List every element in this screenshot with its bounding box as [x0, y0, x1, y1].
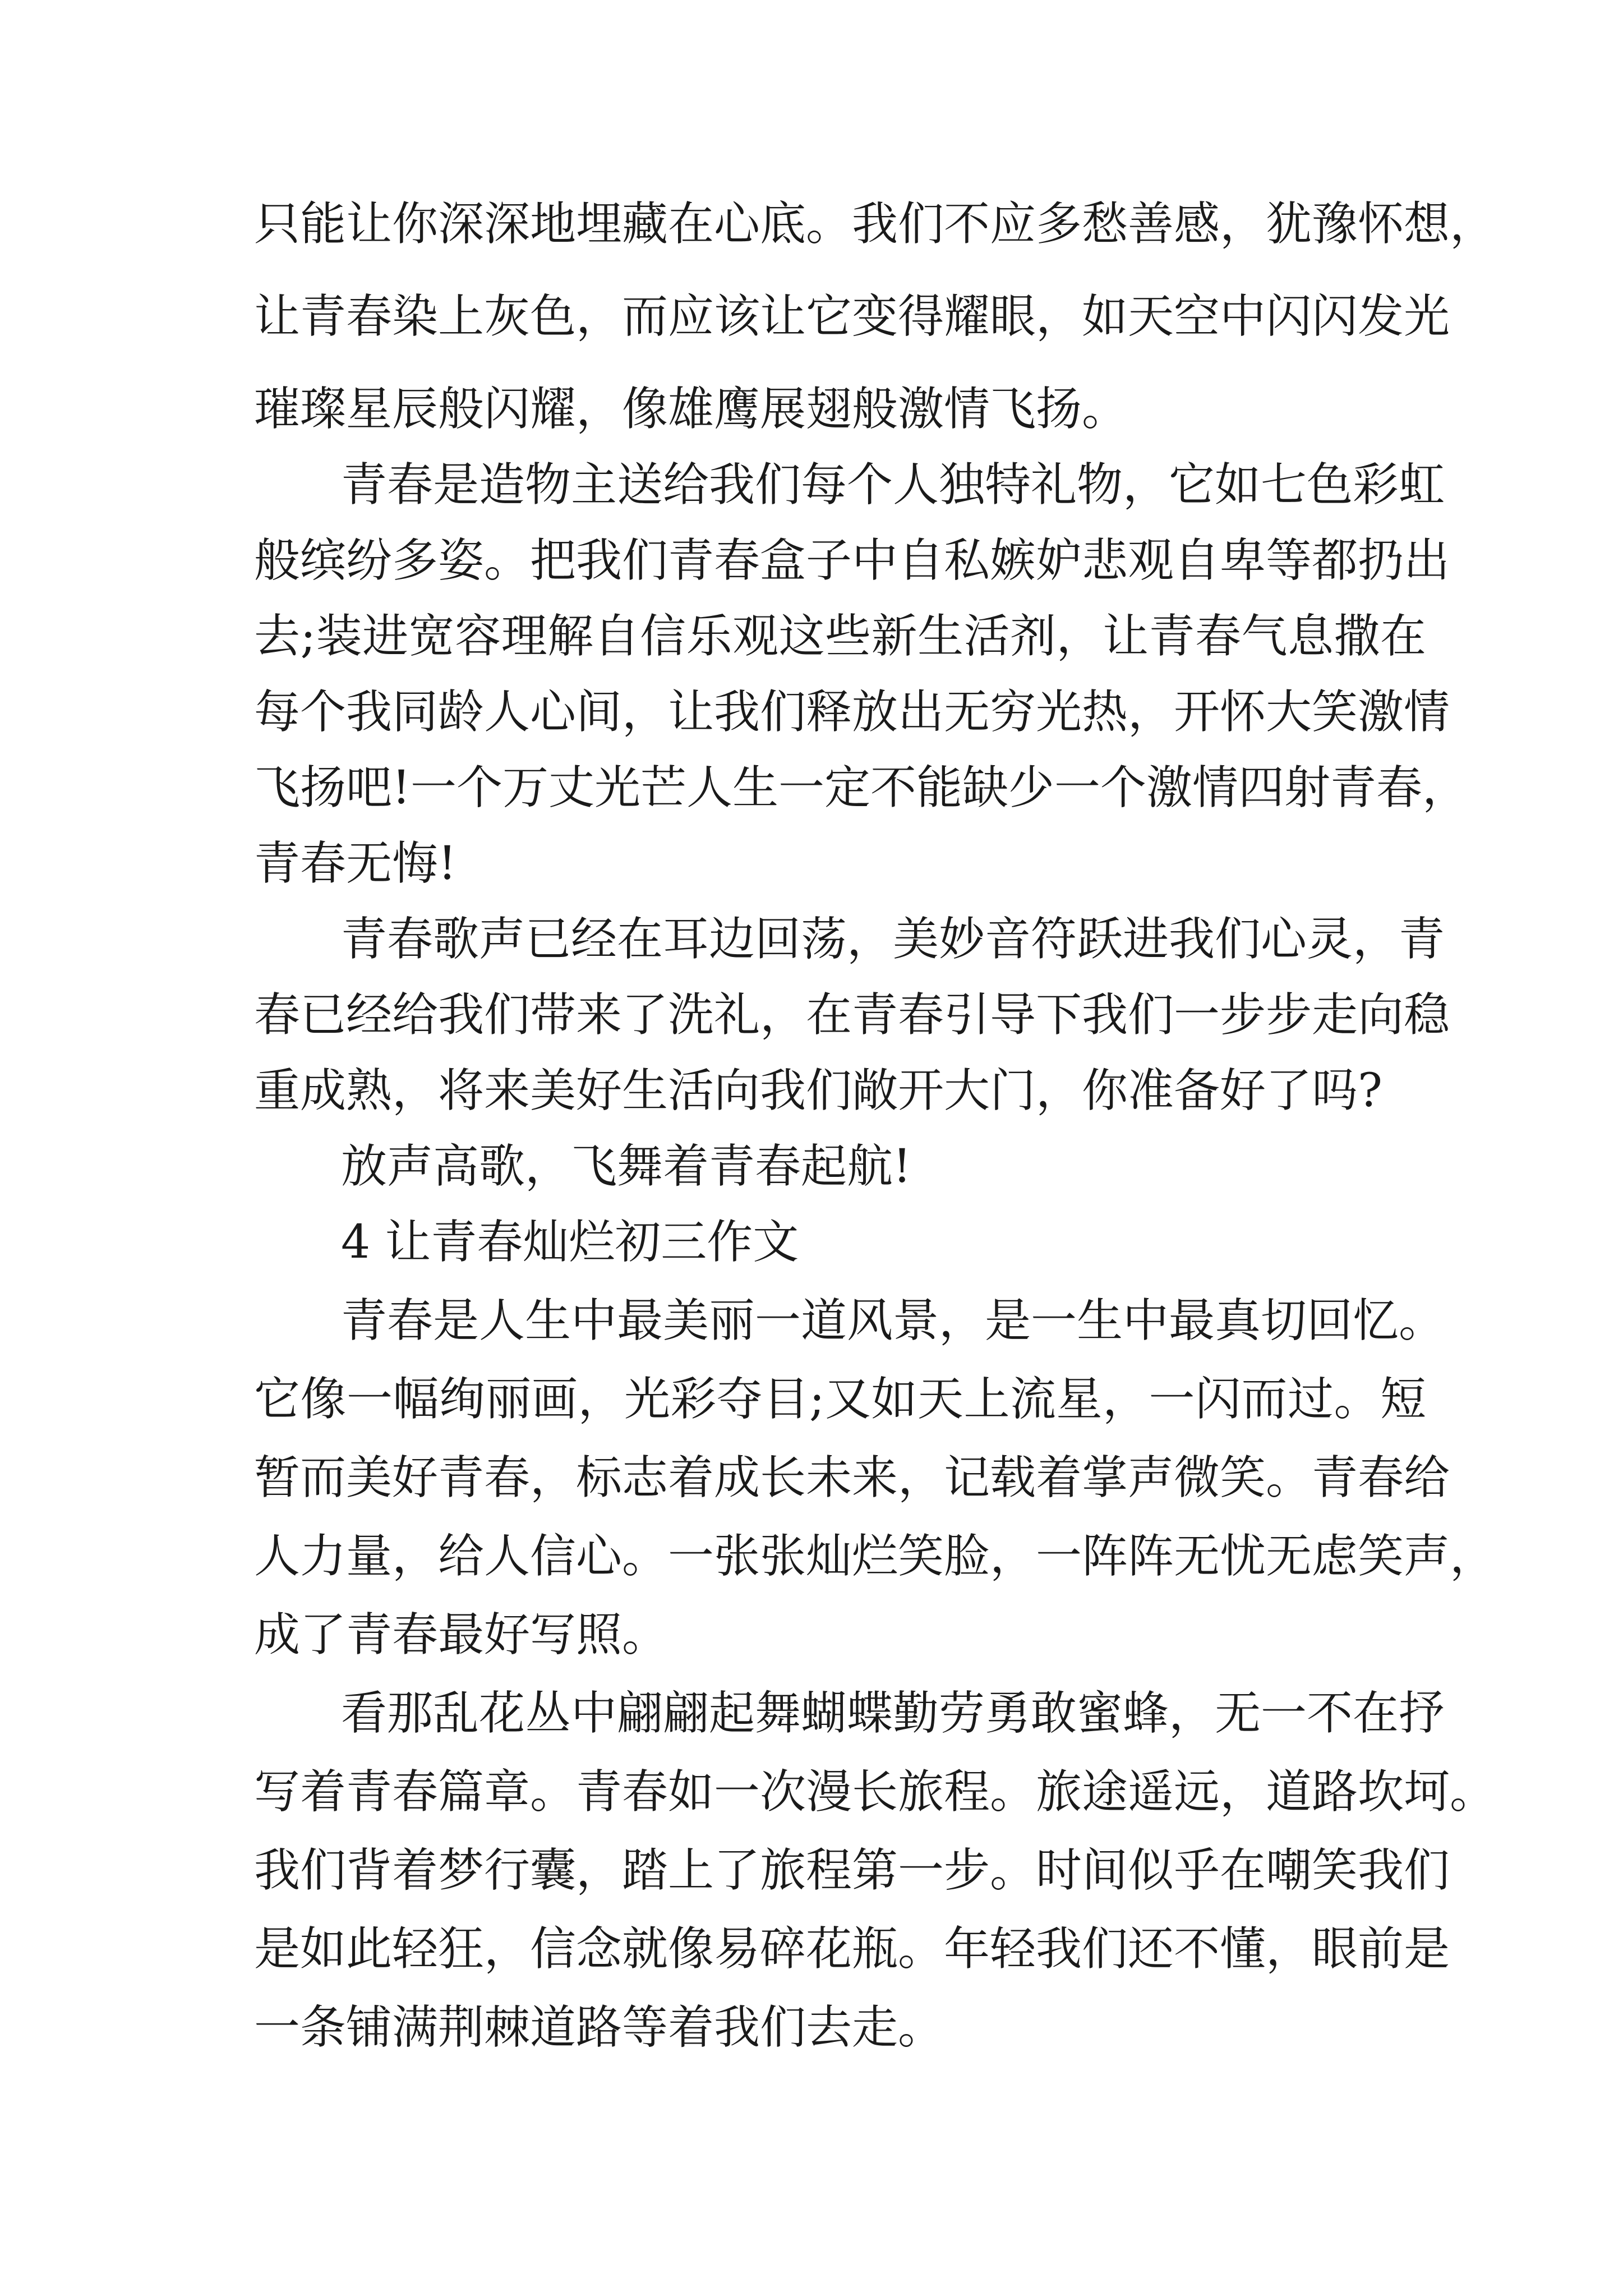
text-line: 般缤纷多姿。把我们青春盒子中自私嫉妒悲观自卑等都扔出 — [254, 534, 1450, 587]
text-line: 每个我同龄人心间，让我们释放出无穷光热，开怀大笑激情 — [254, 685, 1450, 739]
text-line: 成了青春最好写照。 — [254, 1608, 668, 1662]
text-line: 我们背着梦行囊，踏上了旅程第一步。时间似乎在嘲笑我们 — [254, 1844, 1450, 1897]
text-line: 青春无悔! — [254, 837, 457, 890]
text-line: 是如此轻狂，信念就像易碎花瓶。年轻我们还不懂，眼前是 — [254, 1922, 1450, 1976]
text-line: 只能让你深深地埋藏在心底。我们不应多愁善感，犹豫怀想， — [254, 197, 1496, 251]
text-line: 飞扬吧!一个万丈光芒人生一定不能缺少一个激情四射青春， — [254, 761, 1468, 815]
paragraph-first-line: 看那乱花丛中翩翩起舞蝴蝶勤劳勇敢蜜蜂，无一不在抒 — [341, 1687, 1445, 1740]
text-line: 去;装进宽容理解自信乐观这些新生活剂，让青春气息撒在 — [254, 610, 1426, 663]
text-line: 写着青春篇章。青春如一次漫长旅程。旅途遥远，道路坎坷。 — [254, 1765, 1496, 1819]
paragraph-first-line: 青春是人生中最美丽一道风景，是一生中最真切回忆。 — [341, 1294, 1445, 1347]
text-line: 春已经给我们带来了洗礼，在青春引导下我们一步步走向稳 — [254, 988, 1450, 1042]
text-line: 人力量，给人信心。一张张灿烂笑脸，一阵阵无忧无虑笑声， — [254, 1530, 1496, 1583]
text-line: 一条铺满荆棘道路等着我们去走。 — [254, 2001, 944, 2054]
section-heading: 4 让青春灿烂初三作文 — [341, 1216, 799, 1269]
text-line: 璀璨星辰般闪耀，像雄鹰展翅般激情飞扬。 — [254, 383, 1128, 436]
text-line: 让青春染上灰色，而应该让它变得耀眼，如天空中闪闪发光 — [254, 290, 1450, 343]
text-line: 重成熟，将来美好生活向我们敞开大门，你准备好了吗? — [254, 1064, 1382, 1117]
paragraph-first-line: 青春歌声已经在耳边回荡，美妙音符跃进我们心灵，青 — [341, 913, 1445, 966]
text-line: 暂而美好青春，标志着成长未来，记载着掌声微笑。青春给 — [254, 1451, 1450, 1504]
text-line: 它像一幅绚丽画，光彩夺目;又如天上流星，一闪而过。短 — [254, 1373, 1426, 1426]
paragraph-first-line: 放声高歌，飞舞着青春起航! — [341, 1140, 911, 1193]
paragraph-first-line: 青春是造物主送给我们每个人独特礼物，它如七色彩虹 — [341, 458, 1445, 512]
